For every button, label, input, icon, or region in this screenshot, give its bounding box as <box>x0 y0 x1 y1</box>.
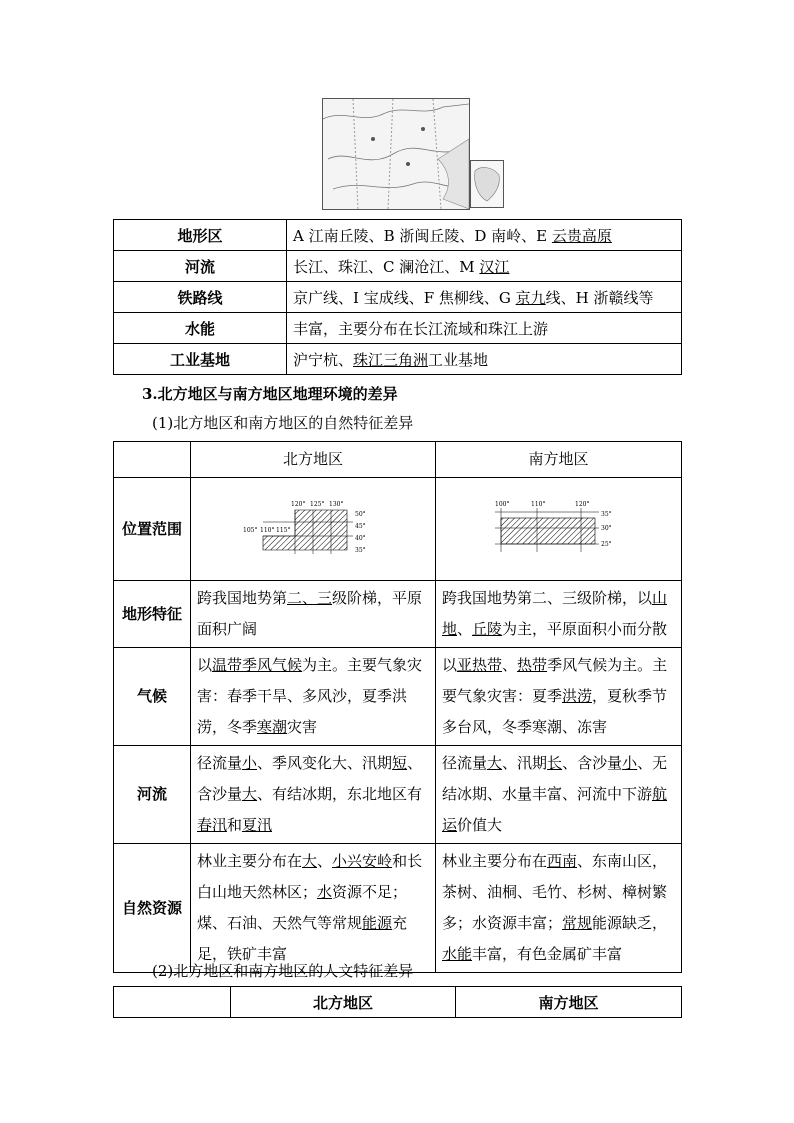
south-china-map-figure <box>322 98 504 210</box>
svg-text:40°: 40° <box>355 535 366 542</box>
regional-map <box>322 98 470 210</box>
svg-text:35°: 35° <box>600 511 612 518</box>
svg-text:120°: 120° <box>291 501 306 508</box>
human-features-table <box>113 986 682 1018</box>
svg-text:30°: 30° <box>600 525 612 532</box>
subsection-heading: (2)北方地区和南方地区的人文特征差异 <box>152 962 414 980</box>
table-row: 工业基地 沪宁杭、珠江三角洲工业基地 <box>114 344 682 375</box>
svg-text:100°: 100° <box>494 501 509 508</box>
svg-text:130°: 130° <box>329 501 344 508</box>
table-row: 水能 丰富，主要分布在长江流域和珠江上游 <box>114 313 682 344</box>
table-row: 铁路线 京广线、I 宝成线、F 焦柳线、G 京九线、H 浙赣线等 <box>114 282 682 313</box>
table-row: 气候 以温带季风气候为主。主要气象灾害：春季干旱、多风沙，夏季洪涝，冬季寒潮灾害 以亚热带、热带季风气候为主。主要气象灾害：夏季洪涝，夏秋季节多台风，冬季寒潮、冻害 <box>114 648 682 746</box>
svg-text:120°: 120° <box>574 501 589 508</box>
svg-text:115°: 115° <box>276 527 291 534</box>
svg-text:50°: 50° <box>355 511 366 518</box>
svg-text:45°: 45° <box>355 523 366 530</box>
north-location-grid <box>243 498 383 560</box>
svg-text:105°: 105° <box>243 527 258 534</box>
table-row: 地形特征 跨我国地势第二、三级阶梯，平原面积广阔 跨我国地势第二、三级阶梯，以山地、丘陵为主，平原面积小而分散 <box>114 581 682 648</box>
table-row: 地形区 A 江南丘陵、B 浙闽丘陵、D 南岭、E 云贵高原 <box>114 220 682 251</box>
svg-text:110°: 110° <box>530 501 545 508</box>
svg-text:25°: 25° <box>600 541 612 548</box>
table-row: 河流 长江、珠江、C 澜沧江、M 汉江 <box>114 251 682 282</box>
svg-text:35°: 35° <box>355 547 366 554</box>
svg-text:110°: 110° <box>260 527 275 534</box>
table-row: 自然资源 林业主要分布在大、小兴安岭和长白山地天然林区；水资源不足；煤、石油、天然气等常规能源充足，铁矿丰富 林业主要分布在西南、东南山区，茶树、油桐、毛竹、杉树、樟树繁多；水资源丰富；常规能源缺乏，水能丰富，有色金属矿丰富 <box>114 844 682 973</box>
table-row: 北方地区 南方地区 <box>114 987 682 1018</box>
section-heading: 3.北方地区与南方地区地理环境的差异 <box>142 385 398 403</box>
natural-features-table <box>113 441 682 973</box>
subsection-heading: (1)北方地区和南方地区的自然特征差异 <box>152 414 414 432</box>
southern-region-table <box>113 219 682 375</box>
south-location-grid <box>489 498 629 560</box>
svg-text:125°: 125° <box>310 501 325 508</box>
inset-map <box>470 160 504 208</box>
table-row: 河流 径流量小、季风变化大、汛期短、含沙量大、有结冰期，东北地区有春汛和夏汛 径流量大、汛期长、含沙量小、无结冰期、水量丰富、河流中下游航运价值大 <box>114 746 682 844</box>
table-row: 位置范围 120° 125° 130° 105° 110° 115° 50° 45° 40° 35° 100° 110° 120° 35° 30° 25° <box>114 478 682 581</box>
table-row: 北方地区 南方地区 <box>114 442 682 478</box>
